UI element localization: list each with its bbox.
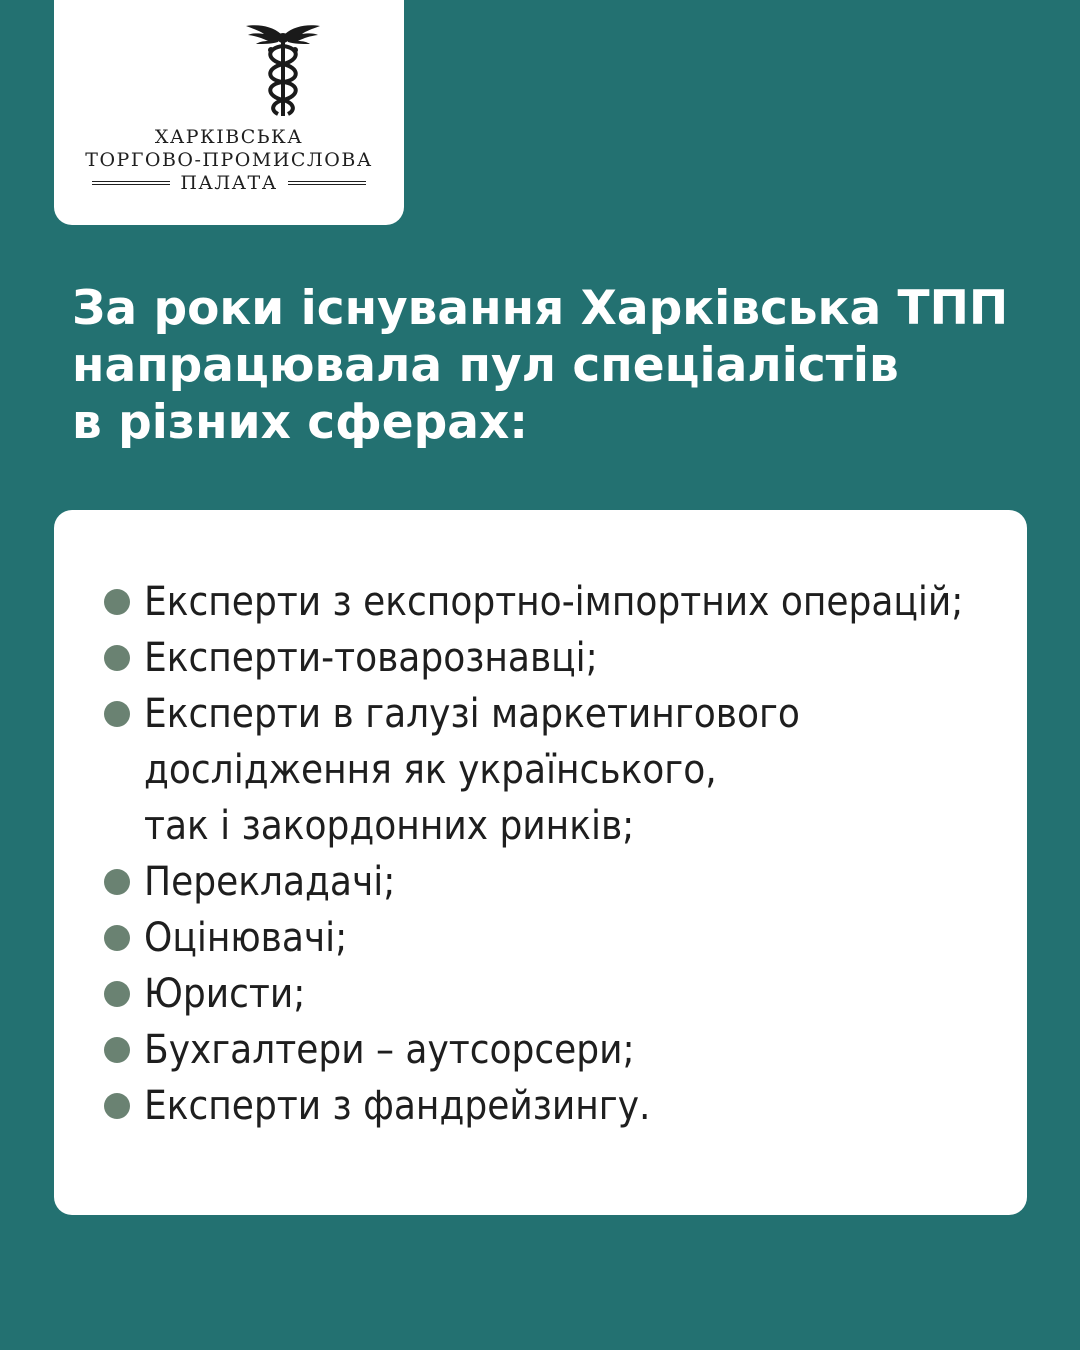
logo-text-line-3-row: [54, 172, 404, 194]
bullet-dot-icon: [104, 645, 130, 671]
list-item: [104, 686, 963, 854]
list-item: [104, 630, 963, 686]
bullet-dot-icon: [104, 925, 130, 951]
headline-line-2: напрацювала пул спеціалістів: [72, 338, 899, 393]
list-item-text: Експерти з експортно-імпортних операцій;: [144, 579, 964, 625]
logo-rule-left: [92, 181, 170, 185]
list-item: [104, 854, 963, 910]
list-item-text: Експерти в галузі маркетингового: [144, 691, 800, 737]
list-item-text: Оцінювачі;: [144, 915, 348, 961]
list-item-text: дослідження як українського,: [144, 747, 717, 793]
list-item-text: так і закордонних ринків;: [144, 803, 635, 849]
list-item-text: Експерти-товарознавці;: [144, 635, 598, 681]
list-item-text: Бухгалтери – аутсорсери;: [144, 1027, 635, 1073]
headline-line-3: в різних сферах:: [72, 395, 529, 450]
logo-text-line-3: ПАЛАТА: [180, 172, 278, 194]
bullet-dot-icon: [104, 981, 130, 1007]
bullet-dot-icon: [104, 1037, 130, 1063]
list-item: [104, 910, 963, 966]
headline-line-1: За роки існування Харківська ТПП: [72, 281, 1009, 336]
list-item-text: Перекладачі;: [144, 859, 396, 905]
bullet-dot-icon: [104, 1093, 130, 1119]
logo-card: [54, 0, 404, 225]
list-item: [104, 574, 963, 630]
bullet-dot-icon: [104, 701, 130, 727]
logo-text-line-1: ХАРКІВСЬКА: [154, 126, 304, 148]
list-item: [104, 1022, 963, 1078]
list-item: [104, 966, 963, 1022]
caduceus-icon: [244, 20, 322, 120]
list-item-text: Юристи;: [144, 971, 306, 1017]
bullet-dot-icon: [104, 589, 130, 615]
specialists-card: [54, 510, 1027, 1215]
specialists-list: [104, 574, 963, 1134]
headline: [72, 280, 1032, 451]
logo-rule-right: [288, 181, 366, 185]
logo-text-line-2: ТОРГОВО-ПРОМИСЛОВА: [85, 149, 373, 171]
list-item-text: Експерти з фандрейзингу.: [144, 1083, 651, 1129]
bullet-dot-icon: [104, 869, 130, 895]
list-item: [104, 1078, 963, 1134]
